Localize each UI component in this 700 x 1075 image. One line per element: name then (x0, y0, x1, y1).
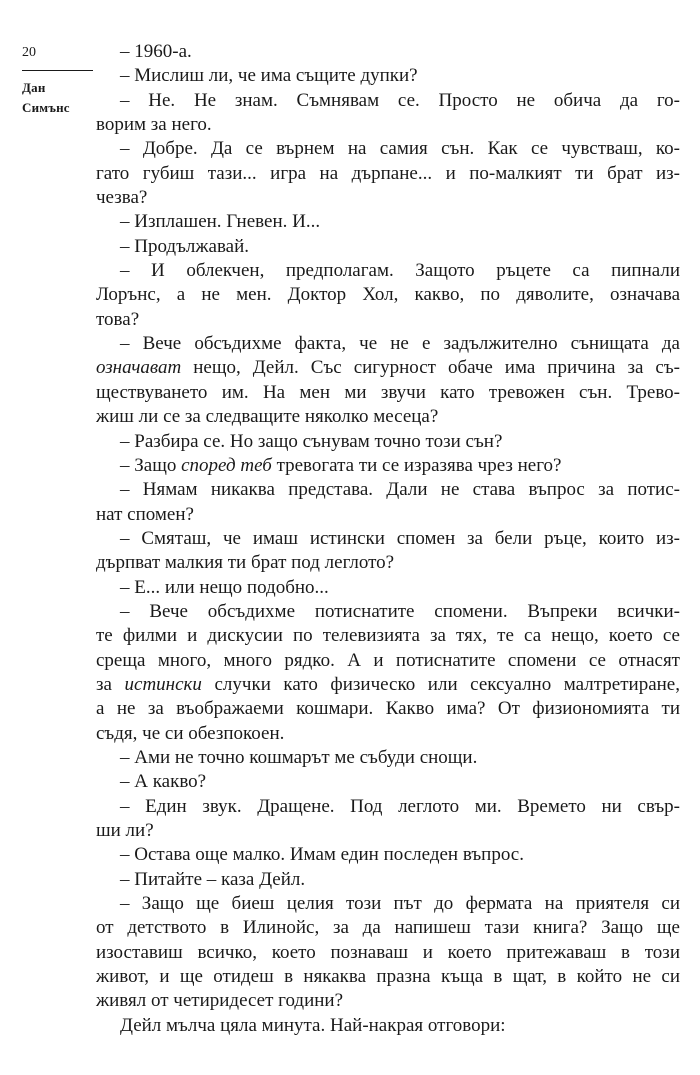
text-line: съдя, че си обезпокоен. (96, 722, 285, 744)
page-number: 20 (22, 45, 36, 60)
text-line: – Добре. Да се върнем на самия сън. Как се чувстваш, ко- (120, 138, 680, 160)
text-line: – Ами не точно кошмарът ме събуди снощи. (120, 746, 478, 768)
text-line: ществуването им. На мен ми звучи като тревожен сън. Трево- (96, 381, 680, 403)
text-line: – Питайте – каза Дейл. (120, 868, 306, 890)
text-line: нат спомен? (96, 503, 194, 525)
text-line: гато губиш тази... игра на дърпане... и по-малкият ти брат из- (96, 162, 680, 184)
text-line: от детството в Илинойс, за да напишеш тази книга? Защо ще (96, 917, 680, 939)
text-line: за истински случки като физическо или сексуално малтретиране, (96, 673, 680, 695)
text-line: – Един звук. Дращене. Под леглото ми. Времето ни свър- (120, 795, 680, 817)
author-first-name: Дан (22, 80, 46, 95)
text-line: – А какво? (120, 771, 207, 793)
text-line: ворим за него. (96, 114, 212, 136)
body-text (96, 40, 680, 1038)
text-line: изоставиш всичко, което познаваш и което притежаваш в този (96, 941, 680, 963)
text-line: – Защо според теб тревогата ти се изразява чрез него? (120, 454, 562, 476)
header-rule (22, 70, 93, 71)
text-line: това? (96, 308, 140, 330)
text-line: чезва? (96, 187, 148, 209)
text-line: – Не. Не знам. Съмнявам се. Просто не обича да го- (120, 89, 680, 111)
text-line: жиш ли се за следващите няколко месеца? (96, 406, 439, 428)
text-line: живот, и ще отидеш в някаква празна къща в щат, в който не си (96, 966, 680, 988)
text-line: – И облекчен, предполагам. Защото ръцете са пипнали (120, 260, 680, 282)
text-line: а не за въображаеми кошмари. Какво има? От физиономията ти (96, 698, 680, 720)
text-line: – Защо ще биеш целия този път до фермата на приятеля си (120, 893, 680, 915)
text-line: живял от четиридесет години? (96, 990, 344, 1012)
text-line: – Разбира се. Но защо сънувам точно този сън? (120, 430, 503, 452)
text-line: Дейл мълча цяла минута. Най-накрая отговори: (120, 1014, 506, 1036)
text-line: – Мислиш ли, че има същите дупки? (120, 65, 418, 87)
text-line: – Изплашен. Гневен. И... (120, 211, 321, 233)
text-line: – 1960-а. (120, 41, 192, 62)
text-line: – Вече обсъдихме потиснатите спомени. Въпреки всички- (120, 600, 680, 622)
text-line: – Нямам никаква представа. Дали не става въпрос за потис- (120, 479, 680, 501)
text-line: означават нещо, Дейл. Със сигурност обаче има причина за съ- (96, 357, 680, 379)
text-line: среща много, много рядко. А и потиснатите спомени се отнасят (96, 649, 680, 671)
text-line: – Е... или нещо подобно... (120, 576, 329, 598)
text-line: ши ли? (96, 820, 154, 841)
author-last-name: Симънс (22, 100, 70, 115)
text-line: – Остава още малко. Имам един последен въпрос. (120, 844, 524, 866)
text-line: – Вече обсъдихме факта, че не е задължително сънищата да (120, 333, 680, 355)
text-line: – Продължавай. (120, 235, 250, 257)
text-line: Лорънс, а не мен. Доктор Хол, какво, по дяволите, означава (96, 284, 680, 306)
running-head (22, 78, 70, 118)
text-line: те филми и дискусии по телевизията за тях, те са нещо, което се (96, 625, 680, 647)
text-line: дърпват малкия ти брат под леглото? (96, 552, 395, 574)
text-line: – Смяташ, че имаш истински спомен за бели ръце, които из- (120, 527, 680, 549)
